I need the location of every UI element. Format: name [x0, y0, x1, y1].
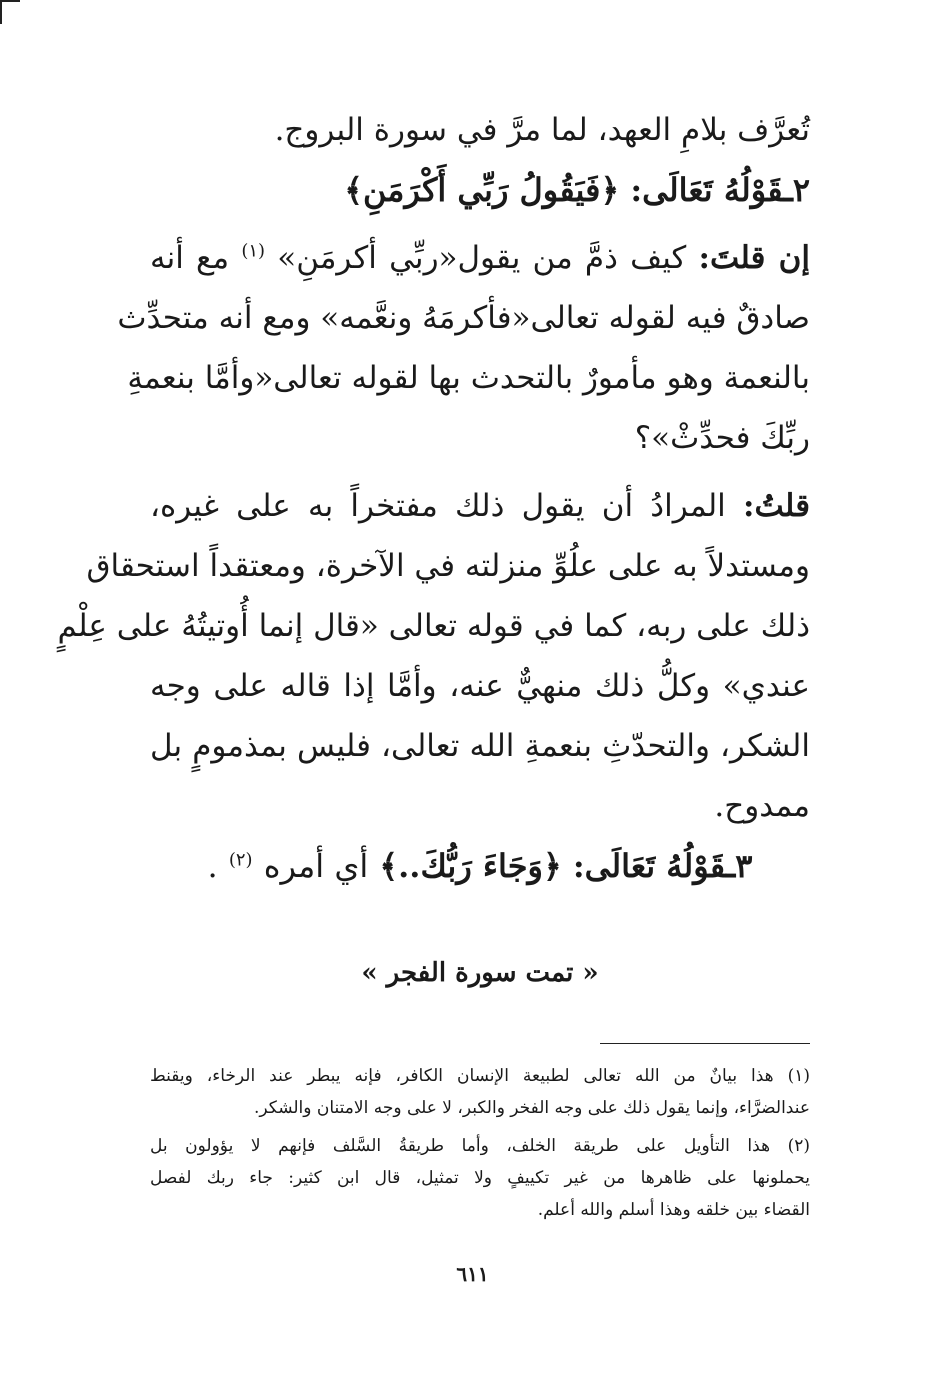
question-label: إن قلتَ: — [698, 240, 810, 276]
body-line: تُعرَّف بلامِ العهد، لما مرَّ في سورة البروج. — [274, 112, 810, 148]
footnote-2-line: القضاء بين خلقه وهذا أسلم والله أعلم. — [537, 1200, 810, 1220]
footnote-ref-2[interactable]: (٢) — [228, 849, 253, 871]
question-line: صادقٌ فيه لقوله تعالى«فأكرمَهُ ونعَّمه» ومع أنه متحدِّث — [117, 300, 810, 336]
main-text — [57, 100, 811, 896]
question-text-end: مع أنه — [150, 240, 230, 276]
footnote-1-line: عندالضرَّاء، وإنما يقول ذلك على وجه الفخر والكبر، لا على وجه الامتنان والشكر. — [254, 1098, 810, 1118]
footnote-ref-1[interactable]: (١) — [241, 240, 266, 262]
footnote-2-line: يحملونها على ظاهرها من غير تكييفٍ ولا تمثيل، قال ابن كثير: جاء ربك لفصل — [150, 1168, 810, 1188]
verse-heading-3-text: ٣ـقَوْلُهُ تَعَالَى: ﴿وَجَاءَ رَبُّكَ..﴾ — [379, 847, 753, 885]
footnote-2-line: (٢) هذا التأويل على طريقة الخلف، وأما طريقةُ السَّلف فإنهم لا يؤولون بل — [150, 1136, 810, 1156]
surah-end-title: « تمت سورة الفجر » — [361, 958, 599, 988]
answer-label: قلتُ: — [743, 488, 811, 524]
answer-line: ومستدلاً به على علُوِّ منزلته في الآخرة، ومعتقداً استحقاق — [86, 548, 810, 584]
verse-heading-3 — [150, 836, 810, 896]
answer-line — [150, 476, 810, 536]
answer-line: عندي» وكلُّ ذلك منهيٌّ عنه، وأمَّا إذا قاله على وجه — [150, 668, 810, 704]
footnotes — [150, 1060, 810, 1226]
answer-line: ذلك على ربه، كما في قوله تعالى «قال إنما أُوتيتُهُ على عِلْمٍ — [57, 608, 810, 644]
footnote-divider — [600, 1043, 810, 1044]
question-line: بالنعمة وهو مأمورٌ بالتحدث بها لقوله تعالى«وأمَّا بنعمةِ — [127, 360, 810, 396]
answer-line: الشكر، والتحدّثِ بنعمةِ الله تعالى، فليس بمذمومٍ بل — [150, 728, 810, 764]
answer-text: المرادُ أن يقول ذلك مفتخراً به على غيره، — [150, 488, 726, 524]
question-line — [150, 228, 810, 288]
question-text: كيف ذمَّ من يقول«ربِّي أكرمَنِ» — [277, 240, 687, 276]
page-number: ٦١١ — [456, 1262, 489, 1286]
answer-line: ممدوح. — [714, 788, 810, 824]
verse-heading-3-end: . — [207, 847, 218, 885]
corner-crop-mark — [0, 0, 20, 24]
question-line: ربِّكَ فحدِّثْ»؟ — [634, 420, 810, 456]
verse-heading-2: ٢ـقَوْلُهُ تَعَالَى: ﴿فَيَقُولُ رَبِّي أَكْرَمَنِ﴾ — [344, 171, 810, 209]
footnote-1-line: (١) هذا بيانٌ من الله تعالى لطبيعة الإنسان الكافر، فإنه يبطر عند الرخاء، ويقنط — [150, 1066, 810, 1086]
verse-heading-3-tail: أي أمره — [263, 847, 369, 885]
